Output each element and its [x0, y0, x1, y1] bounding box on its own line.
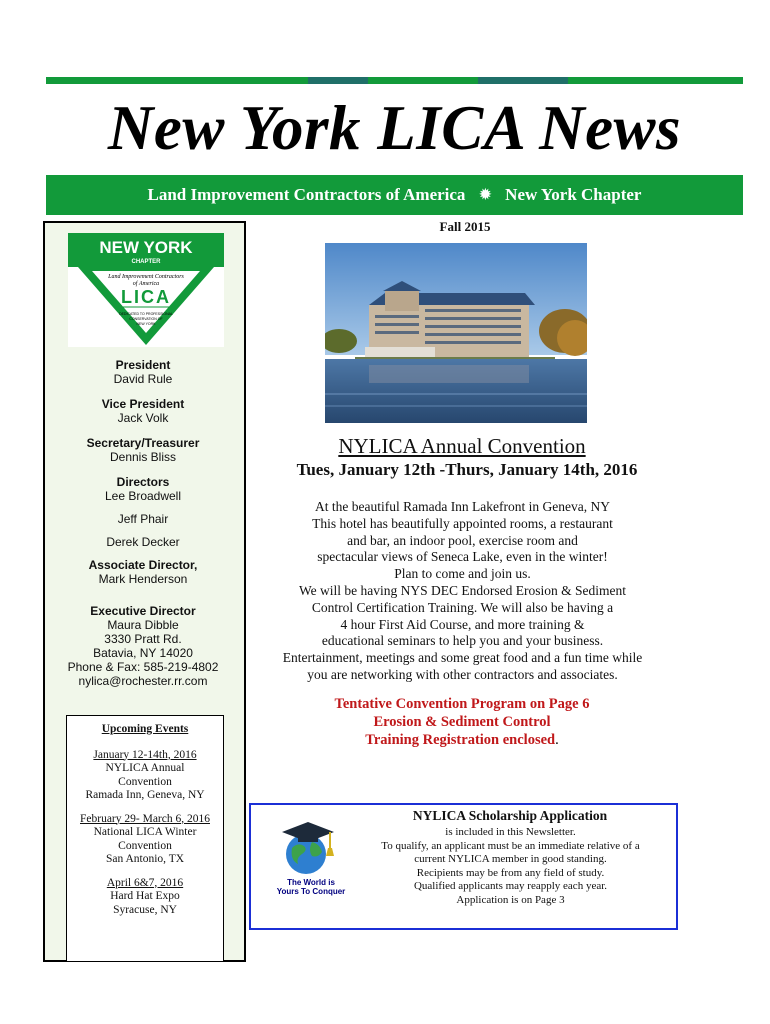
masthead-title: New York LICA News — [107, 93, 682, 163]
convention-line: educational seminars to help you and your business. — [321, 633, 604, 649]
tentative-line: Tentative Convention Program on Page 6 — [334, 696, 590, 712]
logo-top-text: NEW YORK — [99, 238, 193, 257]
convention-line: Control Certification Training. We will also be having a — [311, 599, 614, 615]
associate-director-name: Mark Henderson — [98, 572, 188, 586]
event-line: Hard Hat Expo — [110, 890, 180, 902]
event-date: February 29- March 6, 2016 — [80, 812, 210, 825]
convention-line: and bar, an indoor pool, exercise room and — [347, 532, 578, 548]
tentative-period: . — [555, 732, 559, 748]
globe-caption — [266, 878, 356, 896]
top-rule — [46, 77, 743, 84]
president-name: David Rule — [113, 372, 173, 386]
tentative-line: Training Registration enclosed — [365, 732, 556, 748]
director-name: Derek Decker — [106, 535, 180, 549]
convention-line: Plan to come and join us. — [394, 566, 531, 582]
tentative-line: Erosion & Sediment Control — [373, 714, 551, 730]
top-rule-accent — [308, 77, 368, 84]
scholarship-line: current NYLICA member in good standing. — [414, 853, 607, 865]
executive-director-name: Maura Dibble — [107, 618, 179, 632]
issue-date: Fall 2015 — [439, 219, 491, 234]
convention-title: NYLICA Annual Convention — [338, 434, 586, 458]
globe-caption-line: The World is — [287, 878, 335, 887]
convention-line: We will be having NYS DEC Endorsed Erosion & Sediment — [299, 582, 626, 598]
vp-role: Vice President — [101, 397, 185, 411]
event-item — [67, 877, 223, 918]
banner-chapter-name: New York Chapter — [505, 185, 642, 204]
hotel-photo — [325, 243, 587, 423]
scholarship-line: To qualify, an applicant must be an immediate relative of a — [381, 839, 640, 852]
event-item — [67, 813, 223, 867]
event-line: Syracuse, NY — [113, 903, 177, 916]
convention-line: This hotel has beautifully appointed rooms, a restaurant — [312, 515, 613, 531]
banner-org-name: Land Improvement Contractors of America — [147, 185, 466, 204]
president-role: President — [115, 358, 171, 372]
phone-fax: Phone & Fax: 585-219-4802 — [67, 660, 219, 674]
convention-line: Entertainment, meetings and some great food and a fun time while — [282, 650, 643, 666]
event-line: San Antonio, TX — [105, 853, 185, 865]
tentative-program-notice — [262, 695, 662, 749]
event-item — [67, 749, 223, 803]
convention-description — [250, 499, 675, 684]
hotel-photo-graphic — [325, 243, 587, 423]
director-name: Lee Broadwell — [104, 489, 182, 503]
logo-chapter-text: CHAPTER — [131, 259, 161, 265]
logo-tag2: CONSERVATION OF — [129, 317, 163, 321]
logo-line2: of America — [132, 281, 160, 287]
scholarship-line: Qualified applicants may reapply each year. — [413, 880, 608, 892]
lica-logo-graphic — [68, 233, 224, 347]
top-rule-accent — [478, 77, 568, 84]
executive-director-role: Executive Director — [90, 604, 196, 618]
scholarship-line: Recipients may be from any field of study. — [416, 866, 605, 879]
address-line: Batavia, NY 14020 — [93, 646, 193, 660]
scholarship-line: Application is on Page 3 — [456, 893, 565, 906]
globe-caption-line: Yours To Conquer — [276, 887, 346, 896]
officers-list — [52, 358, 234, 688]
secretary-role: Secretary/Treasurer — [86, 436, 200, 450]
director-name: Jeff Phair — [117, 512, 169, 526]
secretary-name: Dennis Bliss — [109, 450, 177, 464]
event-line: Convention — [118, 775, 172, 788]
associate-director-role: Associate Director, — [88, 558, 198, 572]
address-line: 3330 Pratt Rd. — [104, 632, 182, 646]
globe-cap-graphic — [268, 818, 348, 878]
upcoming-events-box — [66, 715, 224, 962]
convention-line: At the beautiful Ramada Inn Lakefront in Geneva, NY — [314, 499, 611, 514]
chapter-banner — [46, 175, 743, 215]
event-date: January 12-14th, 2016 — [93, 748, 197, 761]
event-date: April 6&7, 2016 — [106, 876, 184, 889]
email-address: nylica@rochester.rr.com — [78, 674, 208, 688]
scholarship-line: is included in this Newsletter. — [445, 826, 576, 838]
logo-line1: Land Improvement Contractors — [108, 274, 184, 280]
tentative-line-wrap — [262, 731, 662, 749]
scholarship-description — [358, 826, 663, 907]
event-line: National LICA Winter — [93, 826, 197, 838]
directors-role: Directors — [116, 475, 170, 489]
event-line: Ramada Inn, Geneva, NY — [85, 789, 205, 801]
event-line: Convention — [118, 839, 172, 852]
logo-lica-text: LICA — [121, 287, 171, 307]
logo-tag3: NEW YORK — [136, 322, 156, 326]
scholarship-title: NYLICA Scholarship Application — [412, 808, 608, 823]
sun-bullet-icon: ✹ — [479, 187, 492, 203]
convention-line: you are networking with other contractors and associates. — [307, 666, 618, 682]
logo-tag1: DEDICATED TO PROFESSIONAL — [119, 312, 173, 316]
convention-dates: Tues, January 12th -Thurs, January 14th, 2016 — [296, 460, 638, 479]
ny-lica-logo — [68, 233, 224, 347]
upcoming-events-title: Upcoming Events — [101, 723, 189, 735]
convention-line: spectacular views of Seneca Lake, even in the winter! — [317, 549, 608, 565]
event-line: NYLICA Annual — [105, 762, 185, 774]
convention-line: 4 hour First Aid Course, and more training & — [340, 616, 585, 632]
vp-name: Jack Volk — [117, 411, 169, 425]
